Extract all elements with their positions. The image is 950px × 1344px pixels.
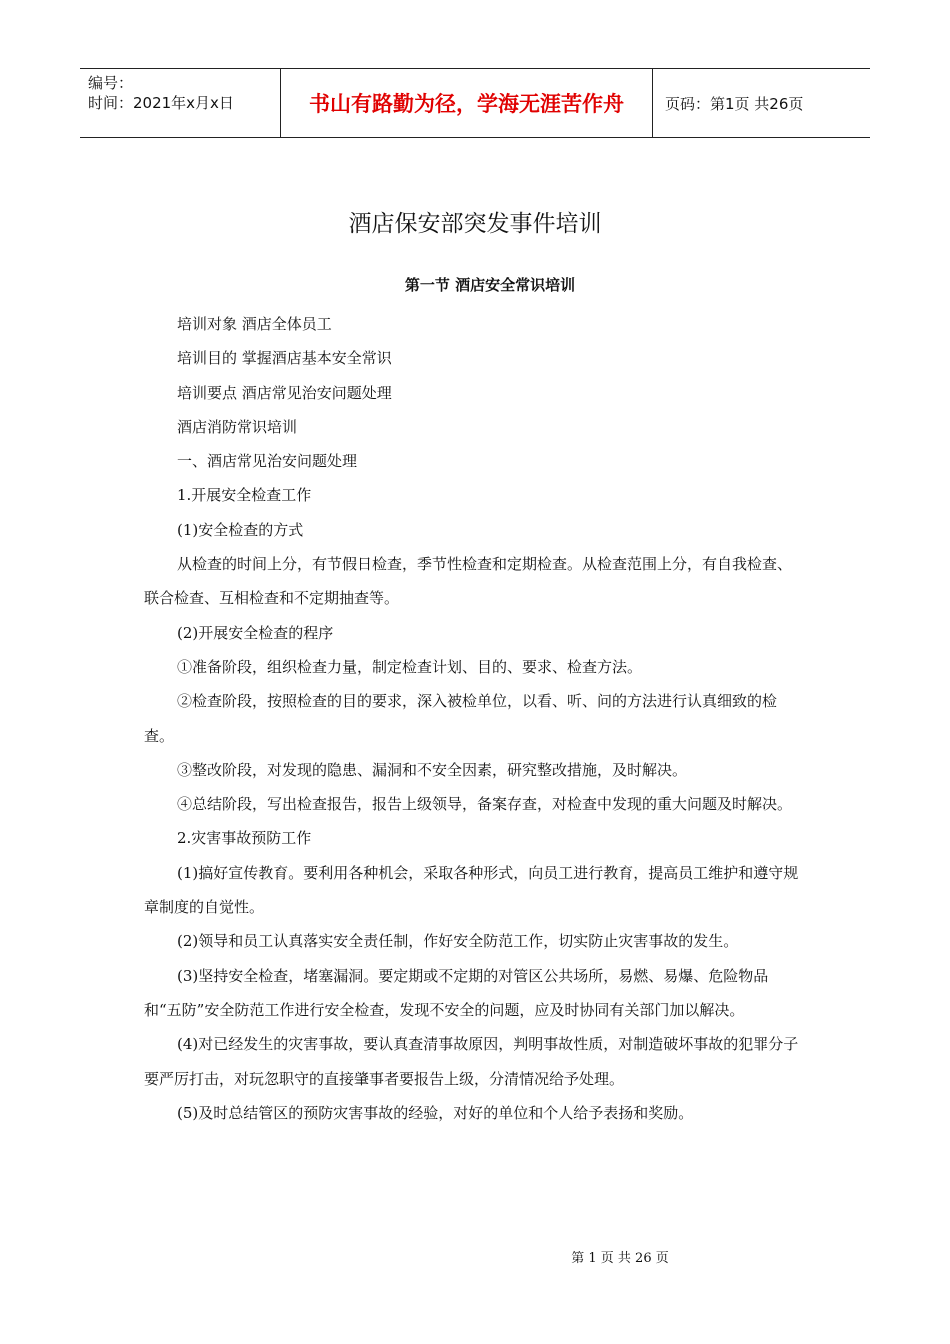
paragraph: 1.开展安全检查工作 <box>177 486 312 505</box>
paragraph: 培训对象 酒店全体员工 <box>177 315 332 333</box>
paragraph: ②检查阶段，按照检查的目的要求，深入被检单位，以看、听、问的方法进行认真细致的检查。 <box>144 692 778 745</box>
paragraph: (2)领导和员工认真落实安全责任制，作好安全防范工作，切实防止灾害事故的发生。 <box>177 932 739 951</box>
paragraph: 2.灾害事故预防工作 <box>177 829 312 848</box>
page-footer: 第 1 页 共 26 页 <box>571 1251 669 1266</box>
document-date: 时间：2021年x月x日 <box>88 94 234 112</box>
paragraph: (1)搞好宣传教育。要利用各种机会，采取各种形式，向员工进行教育，提高员工维护和遵守规章制度的自觉性。 <box>144 863 799 917</box>
paragraph: 培训要点 酒店常见治安问题处理 <box>177 383 392 402</box>
paragraph: (5)及时总结管区的预防灾害事故的经验，对好的单位和个人给予表扬和奖励。 <box>177 1103 694 1122</box>
paragraph: 一、酒店常见治安问题处理 <box>177 452 358 471</box>
document-header <box>80 68 870 138</box>
paragraph: (3)坚持安全检查，堵塞漏洞。要定期或不定期的对管区公共场所，易燃、易爆、危险物品和“五防”安全防范工作进行安全检查，发现不安全的问题，应及时协同有关部门加以解决。 <box>144 966 769 1019</box>
document-number: 编号： <box>88 74 134 92</box>
section-title: 第一节 酒店安全常识培训 <box>404 276 576 294</box>
paragraph: ①准备阶段，组织检查力量，制定检查计划、目的、要求、检查方法。 <box>177 657 643 676</box>
document-title: 酒店保安部突发事件培训 <box>348 211 602 237</box>
header-meta <box>80 69 281 137</box>
paragraph: 培训目的 掌握酒店基本安全常识 <box>177 349 392 368</box>
paragraph: ③整改阶段，对发现的隐患、漏洞和不安全因素，研究整改措施，及时解决。 <box>177 760 688 779</box>
paragraph: 从检查的时间上分，有节假日检查，季节性检查和定期检查。从检查范围上分，有自我检查、联合检查、互相检查和不定期抽查等。 <box>144 555 793 608</box>
header-page-number: 页码：第1页 共26页 <box>665 94 804 113</box>
paragraph: (1)安全检查的方式 <box>177 520 304 539</box>
paragraph: (4)对已经发生的灾害事故，要认真查清事故原因，判明事故性质，对制造破坏事故的犯罪分子要严厉打击，对玩忽职守的直接肇事者要报告上级，分清情况给予处理。 <box>144 1035 799 1088</box>
paragraph: 酒店消防常识培训 <box>177 417 298 436</box>
paragraph: (2)开展安全检查的程序 <box>177 623 334 642</box>
header-motto: 书山有路勤为径，学海无涯苦作舟 <box>281 69 653 137</box>
document-body <box>144 307 804 1130</box>
paragraph: ④总结阶段，写出检查报告，报告上级领导，备案存查，对检查中发现的重大问题及时解决。 <box>177 795 793 814</box>
